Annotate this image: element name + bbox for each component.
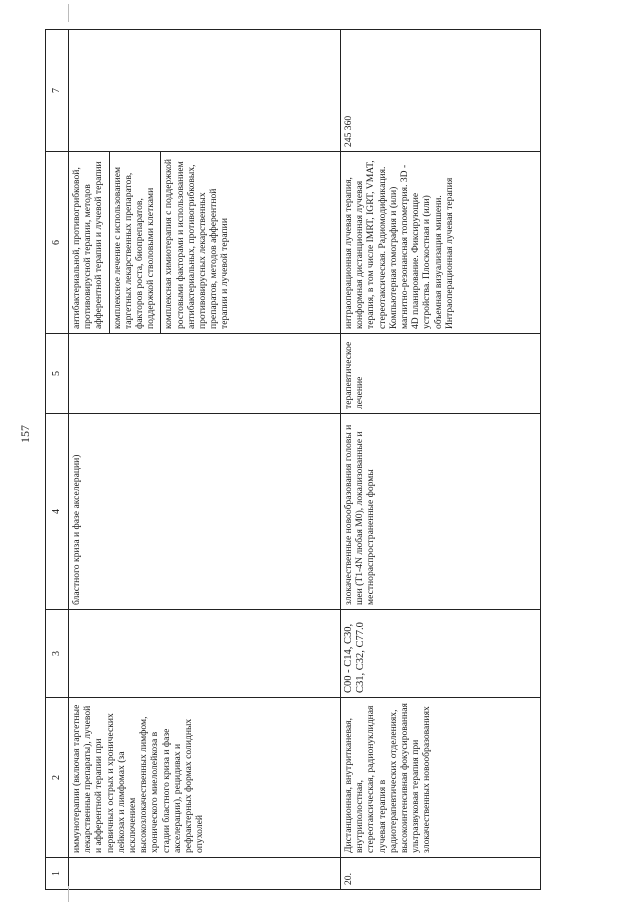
column-header: 4	[46, 414, 69, 610]
care-type-cell: иммунотерапии (включая таргетные лекарственные препараты), лучевой и афферентной терапии при первичных острых и хронических лейкозах и лимфомах (за исключением высокозлокачественных лимфом, хронического миелолейкоза в стадии бластного криза и фазе акселерации), рецидивах и рефрактерных формах солидных опухолей	[69, 698, 341, 858]
method-text: антибактериальной, противогрибковой, противовирусной терапии, методов афферентной терапии и лучевой терапии	[71, 161, 105, 329]
column-header: 5	[46, 334, 69, 414]
treatment-type-cell	[69, 334, 341, 414]
column-header: 3	[46, 610, 69, 698]
table-row	[341, 30, 541, 890]
icd-codes-cell	[69, 610, 341, 698]
care-type-cell: Дистанционная, внутритканевая, внутриполостная, стереотаксическая, радионуклидная лучевая терапия в радиотерапевтических отделениях, высокоинтенсивная фокусированная ультразвуковая терапия при злокачественных новообразованиях	[341, 698, 541, 858]
method-text: комплексная химиотерапия с поддержкой ростовыми факторами и использованием антибактериальных, противогрибковых, противовирусных лекарственных препаратов, методов афферентной терапии и лучевой терапии	[160, 152, 230, 333]
column-header: 2	[46, 698, 69, 858]
header-row	[46, 30, 69, 890]
treatment-methods-cell	[69, 152, 341, 334]
scan-mark	[68, 886, 69, 902]
patient-model-cell: бластного криза и фазе акселерации)	[69, 414, 341, 610]
column-header: 7	[46, 30, 69, 152]
cost-cell: 245 360	[341, 30, 541, 152]
column-header: 1	[46, 858, 69, 890]
page-number: 157	[18, 425, 32, 443]
patient-model-cell: злокачественные новообразования головы и шеи (T1-4N любая M0), локализованные и местнораспространенные формы	[341, 414, 541, 610]
method-text: комплексное лечение с использованием таргетных лекарственных препаратов, факторов роста, биопрепаратов, поддержкой стволовыми клетками	[109, 152, 157, 333]
column-header: 6	[46, 152, 69, 334]
medical-care-table	[45, 29, 541, 890]
rotated-table-wrapper	[45, 30, 640, 890]
icd-codes-cell: C00 - C14, C30, C31, C32, C77.0	[341, 610, 541, 698]
scan-mark	[68, 4, 69, 22]
treatment-type-cell: терапевтическое лечение	[341, 334, 541, 414]
treatment-methods-cell: интраоперационная лучевая терапия, конформная дистанционная лучевая терапия, в том числе IMRT, IGRT, VMAT, стереотаксическая. Радиомодификация. Компьютерная томография и (или) магнитно-резонансная топометрия. 3D - 4D планирование. Фиксирующие устройства. Плоскостная и (или) объемная визуализация мишени. Интраоперационная лучевая терапия	[341, 152, 541, 334]
cost-cell	[69, 30, 341, 152]
row-number-cell: 20.	[341, 858, 541, 890]
row-number-cell	[69, 858, 341, 890]
table-row	[69, 30, 341, 890]
